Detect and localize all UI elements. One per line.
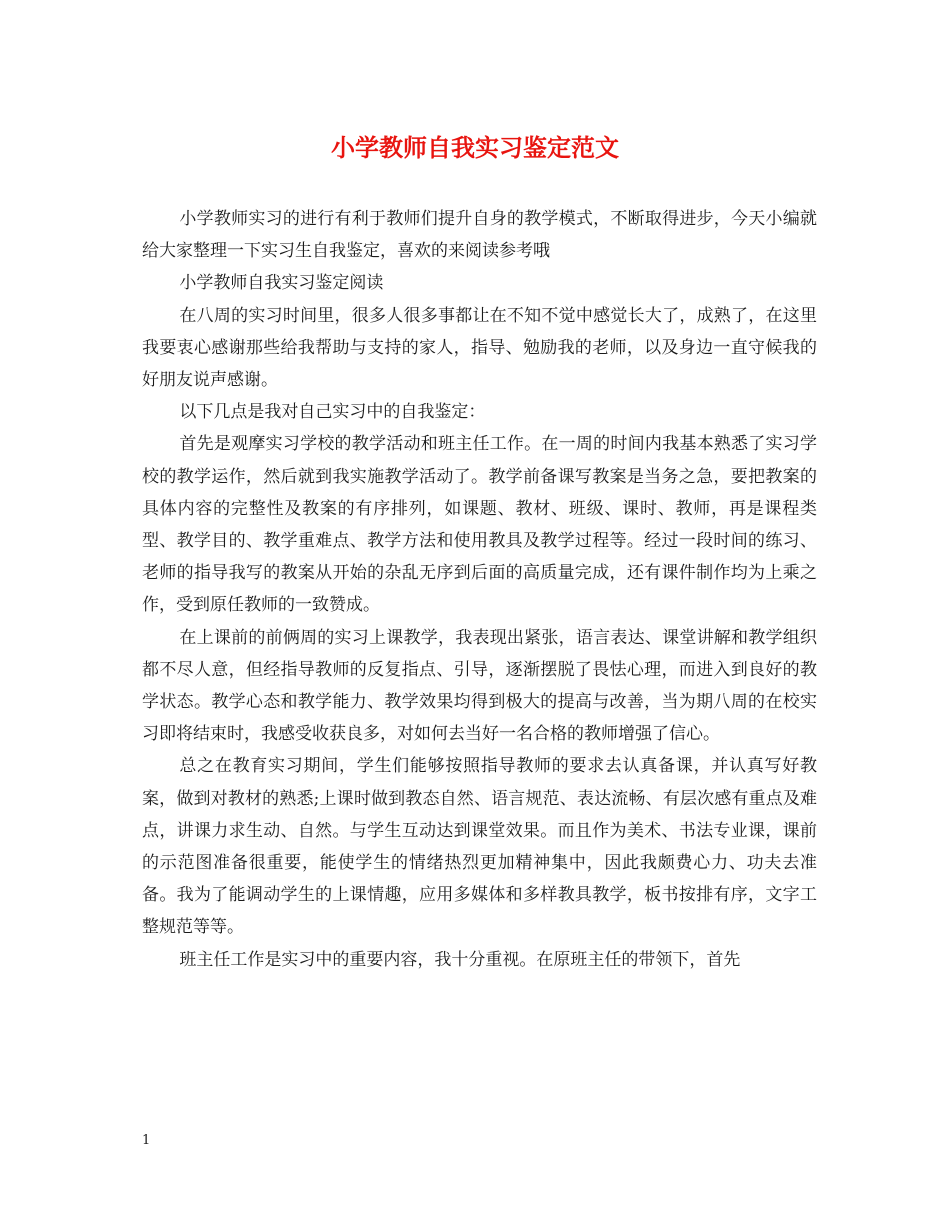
paragraph-subheading: 小学教师自我实习鉴定阅读 xyxy=(179,273,384,294)
page-number: 1 xyxy=(142,1133,151,1148)
paragraph-teaching: 在上课前的前俩周的实习上课教学，我表现出紧张，语言表达、课堂讲解和教学组织都不尽人意，但经指导教师的反复指点、引导，逐渐摆脱了畏怯心理，而进入到良好的教学状态。教学心态和教学能力、教学效果均得到极大的提高与改善，当为期八周的在校实习即将结束时，我感受收获良多，对如何去当好一名合格的教师增强了信心。 xyxy=(142,627,817,745)
paragraph-gratitude: 在八周的实习时间里，很多人很多事都让在不知不觉中感觉长大了，成熟了，在这里我要衷心感谢那些给我帮助与支持的家人，指导、勉励我的老师，以及身边一直守候我的好朋友说声感谢。 xyxy=(142,305,817,391)
paragraph-points-intro: 以下几点是我对自己实习中的自我鉴定： xyxy=(179,402,486,423)
paragraph-class-teacher: 班主任工作是实习中的重要内容，我十分重视。在原班主任的带领下，首先 xyxy=(179,949,741,970)
document-body xyxy=(142,203,817,976)
paragraph-intro: 小学教师实习的进行有利于教师们提升自身的教学模式，不断取得进步，今天小编就给大家整理一下实习生自我鉴定，喜欢的来阅读参考哦 xyxy=(142,209,817,262)
paragraph-summary: 总之在教育实习期间，学生们能够按照指导教师的要求去认真备课，并认真写好教案，做到对教材的熟悉;上课时做到教态自然、语言规范、表达流畅、有层次感有重点及难点，讲课力求生动、自然。与学生互动达到课堂效果。而且作为美术、书法专业课，课前的示范图准备很重要，能使学生的情绪热烈更加精神集中，因此我颇费心力、功夫去准备。我为了能调动学生的上课情趣，应用多媒体和多样教具教学，板书按排有序，文字工整规范等等。 xyxy=(142,756,817,938)
document-title: 小学教师自我实习鉴定范文 xyxy=(331,133,619,162)
paragraph-observation: 首先是观摩实习学校的教学活动和班主任工作。在一周的时间内我基本熟悉了实习学校的教学运作，然后就到我实施教学活动了。教学前备课写教案是当务之急，要把教案的具体内容的完整性及教案的有序排列，如课题、教材、班级、课时、教师，再是课程类型、教学目的、教学重难点、教学方法和使用教具及教学过程等。经过一段时间的练习、老师的指导我写的教案从开始的杂乱无序到后面的高质量完成，还有课件制作均为上乘之作，受到原任教师的一致赞成。 xyxy=(142,434,817,616)
